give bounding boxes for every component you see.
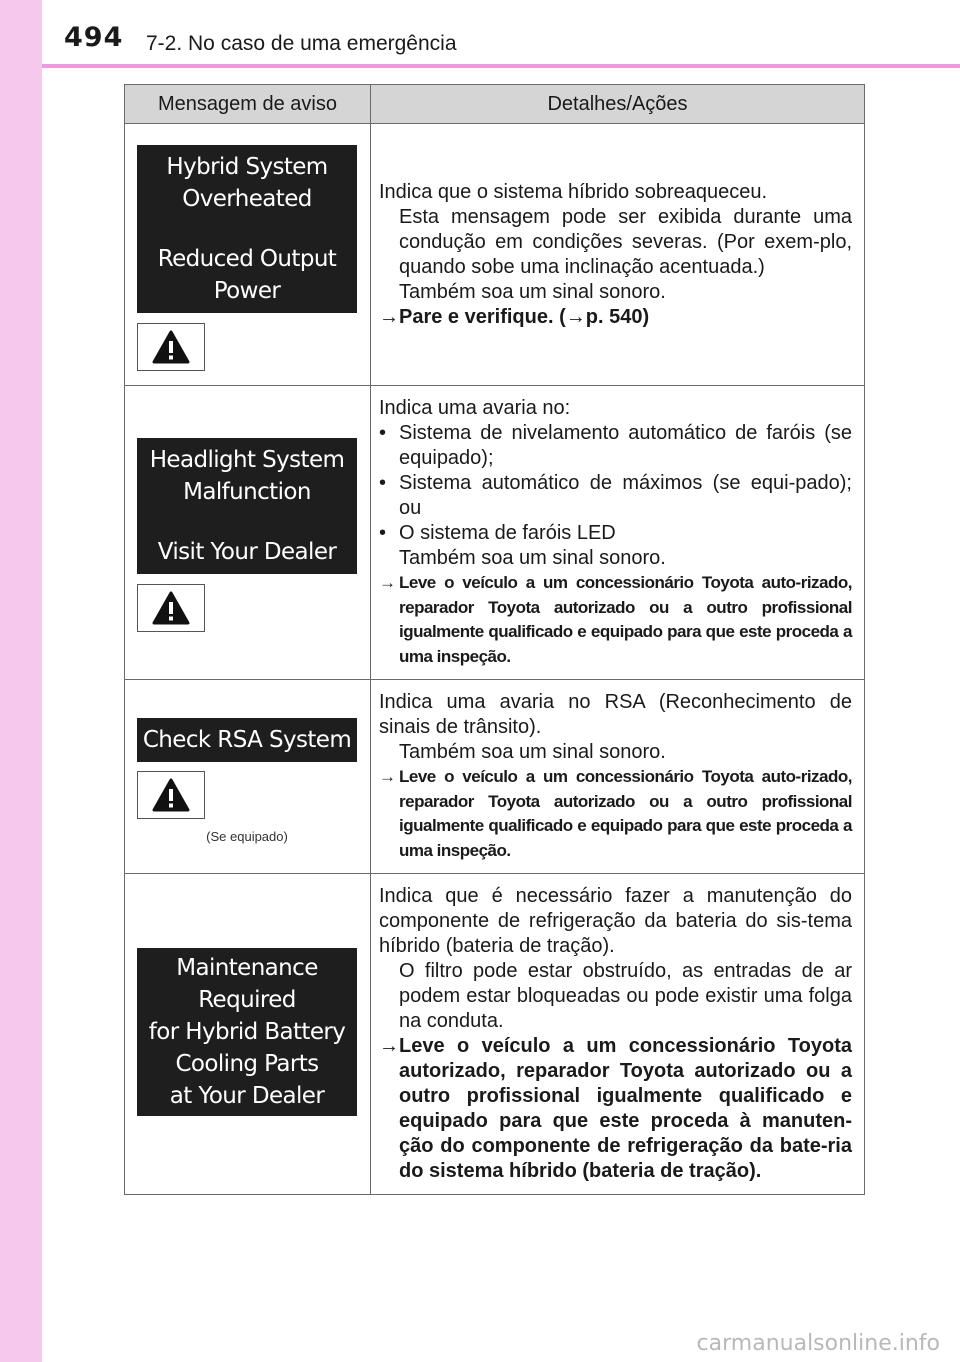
table-row	[125, 124, 865, 386]
column-header-details: Detalhes/Ações	[371, 85, 865, 124]
bullet-item: • Sistema de nivelamento automático de faróis (se equipado);	[379, 422, 852, 469]
sound-text: Também soa um sinal sonoro.	[399, 547, 666, 569]
sound-text: Também soa um sinal sonoro.	[399, 281, 666, 303]
column-header-message: Mensagem de aviso	[125, 85, 371, 124]
description-text: Indica uma avaria no RSA (Reconhecimento de sinais de trânsito).	[379, 691, 852, 738]
display-line: at Your Dealer	[169, 1083, 325, 1109]
condition-text: O filtro pode estar obstruído, as entradas de ar podem estar bloqueadas ou pode existir uma folga na conduta.	[399, 960, 852, 1032]
action-text	[379, 765, 852, 863]
message-cell	[125, 124, 371, 386]
message-display	[137, 718, 357, 762]
sound-text: Também soa um sinal sonoro.	[399, 741, 666, 763]
condition-text: Esta mensagem pode ser exibida durante uma condução em condições severas. (Por exem-plo, quando sobe uma inclinação acentuada.)	[399, 206, 852, 278]
table-row	[125, 386, 865, 680]
display-line: Headlight System	[149, 447, 345, 473]
message-display	[137, 145, 357, 313]
display-line: Visit Your Dealer	[157, 539, 337, 565]
header-rule	[42, 64, 960, 68]
message-cell	[125, 680, 371, 874]
display-line: Required	[198, 987, 296, 1013]
details-cell	[371, 124, 865, 386]
details-cell	[371, 386, 865, 680]
table-row	[125, 874, 865, 1195]
warning-triangle-icon	[137, 771, 205, 819]
display-line: Check RSA System	[142, 727, 352, 753]
description-text: Indica uma avaria no:	[379, 397, 571, 419]
display-line: Overheated	[182, 186, 312, 212]
message-cell	[125, 386, 371, 680]
message-cell	[125, 874, 371, 1195]
details-cell	[371, 874, 865, 1195]
page-number: 494	[64, 22, 124, 53]
display-line: Malfunction	[183, 479, 311, 505]
details-cell	[371, 680, 865, 874]
action-text	[379, 305, 852, 330]
display-line: Hybrid System	[166, 154, 328, 180]
arrow-icon: →	[379, 573, 396, 592]
page-side-band	[0, 0, 42, 1362]
message-display	[137, 948, 357, 1116]
action-label: Pare e verifique. (→p. 540)	[399, 306, 650, 328]
action-text	[379, 1034, 852, 1184]
bullet-item: • O sistema de faróis LED	[379, 522, 616, 544]
display-line: Cooling Parts	[175, 1051, 319, 1077]
warning-triangle-icon	[137, 584, 205, 632]
display-line: Power	[213, 278, 281, 304]
action-label: Leve o veículo a um concessionário Toyota auto-rizado, reparador Toyota autorizado ou a outro profissional igualmente qualificado e equipado para que este proceda a uma inspeção.	[399, 767, 852, 860]
bullet-item: • Sistema automático de máximos (se equi-pado); ou	[379, 472, 852, 519]
site-watermark: carmanualsonline.info	[696, 1331, 940, 1356]
warning-messages-table	[124, 84, 865, 1195]
arrow-icon: →	[379, 306, 399, 328]
table-row	[125, 680, 865, 874]
description-text: Indica que o sistema híbrido sobreaqueceu.	[379, 181, 768, 203]
equipment-note: (Se equipado)	[206, 829, 288, 844]
table-header-row	[125, 85, 865, 124]
display-line: Reduced Output	[157, 246, 337, 272]
arrow-icon: →	[379, 767, 396, 786]
display-line: Maintenance	[176, 955, 318, 981]
warning-triangle-icon	[137, 323, 205, 371]
message-display	[137, 438, 357, 574]
action-label: Leve o veículo a um concessionário Toyota autorizado, reparador Toyota autorizado ou a outro profissional igualmente qualificado e equipado para que este proceda à manuten-ção do componente de refrigeração da bate-ria do sistema híbrido (bateria de tração).	[399, 1035, 852, 1182]
display-line: for Hybrid Battery	[148, 1019, 346, 1045]
action-text	[379, 571, 852, 669]
description-text: Indica que é necessário fazer a manutenção do componente de refrigeração da bateria do sis-tema híbrido (bateria de tração).	[379, 885, 852, 957]
section-title: 7-2. No caso de uma emergência	[146, 32, 457, 55]
arrow-icon: →	[379, 1035, 399, 1057]
action-label: Leve o veículo a um concessionário Toyota auto-rizado, reparador Toyota autorizado ou a outro profissional igualmente qualificado e equipado para que este proceda a uma inspeção.	[399, 573, 852, 666]
